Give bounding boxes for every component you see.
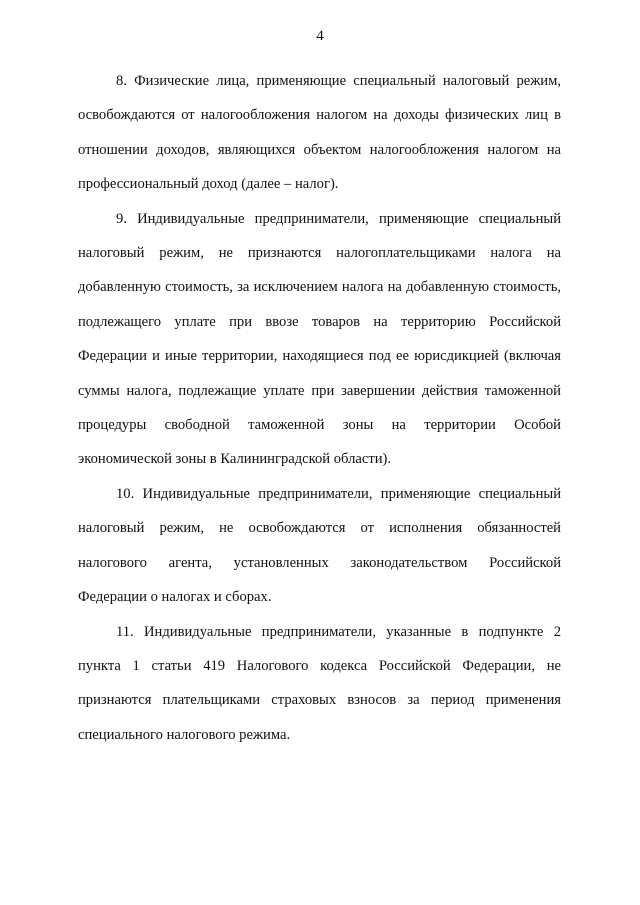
page-number: 4: [316, 28, 324, 44]
paragraph-9: 9. Индивидуальные предприниматели, применяющие специальный налоговый режим, не признаются налогоплательщиками налога на добавленную стоимость, за исключением налога на добавленную стоимость, подлежащего уплате при ввозе товаров на территорию Российской Федерации и иные территории, находящиеся под ее юрисдикцией (включая суммы налога, подлежащие уплате при завершении действия таможенной процедуры свободной таможенной зоны на территории Особой экономической зоны в Калининградской области).: [78, 210, 561, 468]
document-body: [78, 64, 561, 752]
paragraph-8: 8. Физические лица, применяющие специальный налоговый режим, освобождаются от налогообложения налогом на доходы физических лиц в отношении доходов, являющихся объектом налогообложения налогом на профессиональный доход (далее – налог).: [78, 73, 561, 193]
paragraph-11: 11. Индивидуальные предприниматели, указанные в подпункте 2 пункта 1 статьи 419 Налогового кодекса Российской Федерации, не признаются плательщиками страховых взносов за период применения специального налогового режима.: [78, 623, 561, 743]
paragraph-10: 10. Индивидуальные предприниматели, применяющие специальный налоговый режим, не освобождаются от исполнения обязанностей налогового агента, установленных законодательством Российской Федерации о налогах и сборах.: [78, 485, 561, 606]
